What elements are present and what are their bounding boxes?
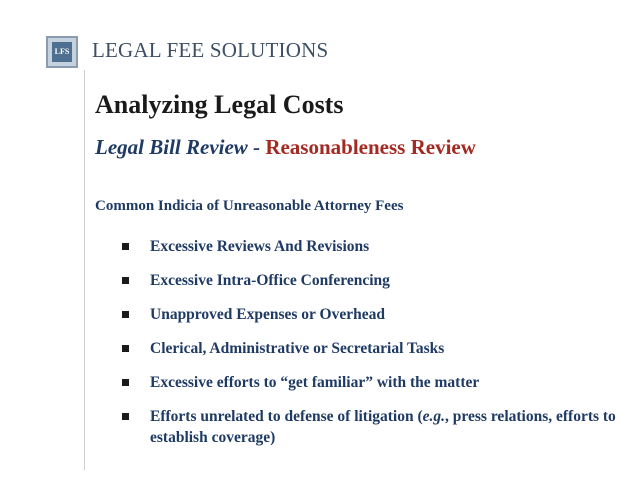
bullet-text: Excessive efforts to “get familiar” with the matter xyxy=(150,374,480,391)
bullet-text: Clerical, Administrative or Secretarial Tasks xyxy=(150,340,445,357)
bullet-square-icon xyxy=(122,311,129,318)
bullet-item xyxy=(122,406,622,448)
bullet-text: Excessive Reviews And Revisions xyxy=(150,238,370,255)
bullet-text: Excessive Intra-Office Conferencing xyxy=(150,272,390,289)
subtitle-part1: Legal Bill Review xyxy=(95,135,248,159)
slide-title: Analyzing Legal Costs xyxy=(95,90,344,119)
bullet-item xyxy=(122,270,622,291)
bullet-square-icon xyxy=(122,379,129,386)
bullet-item xyxy=(122,338,622,359)
section-heading: Common Indicia of Unreasonable Attorney Fees xyxy=(95,198,404,214)
bullet-text-after: , press relations, efforts to establish coverage) xyxy=(150,408,616,446)
bullet-square-icon xyxy=(122,277,129,284)
bullet-square-icon xyxy=(122,345,129,352)
bullet-item xyxy=(122,372,622,393)
logo-mark-text: LFS xyxy=(52,42,72,62)
subtitle-part2: Reasonableness Review xyxy=(265,135,476,159)
bullet-text-italic: e.g. xyxy=(422,408,446,425)
subtitle-separator: - xyxy=(247,135,266,159)
bullet-text: Unapproved Expenses or Overhead xyxy=(150,306,385,323)
bullet-text-before: Efforts unrelated to defense of litigation ( xyxy=(150,408,423,425)
bullet-item xyxy=(122,236,622,257)
company-logo-mark xyxy=(46,36,78,68)
bullet-square-icon xyxy=(122,413,129,420)
bullet-list xyxy=(122,236,622,461)
left-vertical-divider xyxy=(84,70,85,470)
bullet-item xyxy=(122,304,622,325)
bullet-square-icon xyxy=(122,243,129,250)
company-logo-name: LEGAL FEE SOLUTIONS xyxy=(92,38,329,62)
slide-subtitle xyxy=(95,135,476,160)
